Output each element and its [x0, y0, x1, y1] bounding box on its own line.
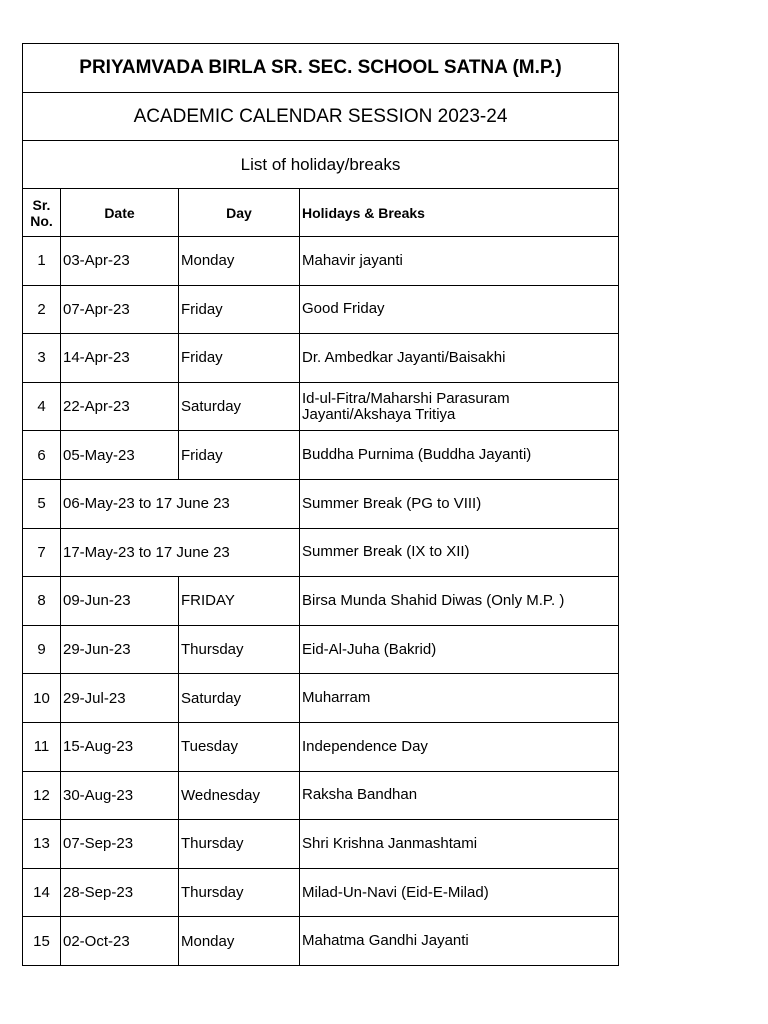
row-date: 02-Oct-23	[61, 917, 179, 966]
column-header-date: Date	[61, 189, 179, 237]
table-row	[23, 479, 619, 528]
session-row	[23, 93, 619, 141]
table-row	[23, 237, 619, 286]
holiday-table	[22, 43, 619, 966]
table-row	[23, 285, 619, 334]
column-header-holiday: Holidays & Breaks	[300, 189, 619, 237]
row-holiday: Eid-Al-Juha (Bakrid)	[300, 625, 619, 674]
column-header-sr: Sr. No.	[23, 189, 61, 237]
row-sr-no: 12	[23, 771, 61, 820]
row-sr-no: 11	[23, 722, 61, 771]
row-holiday: Buddha Purnima (Buddha Jayanti)	[300, 431, 619, 480]
table-row	[23, 431, 619, 480]
table-row	[23, 674, 619, 723]
row-sr-no: 9	[23, 625, 61, 674]
row-day: Friday	[179, 431, 300, 480]
row-sr-no: 13	[23, 820, 61, 869]
row-date: 06-May-23 to 17 June 23	[61, 479, 300, 528]
row-day: Wednesday	[179, 771, 300, 820]
row-sr-no: 7	[23, 528, 61, 577]
row-sr-no: 4	[23, 382, 61, 431]
row-sr-no: 3	[23, 334, 61, 383]
title-row	[23, 44, 619, 93]
row-date: 28-Sep-23	[61, 868, 179, 917]
school-title: PRIYAMVADA BIRLA SR. SEC. SCHOOL SATNA (M.P.)	[23, 44, 619, 93]
row-holiday: Good Friday	[300, 285, 619, 334]
row-sr-no: 10	[23, 674, 61, 723]
table-row	[23, 382, 619, 431]
table-row	[23, 820, 619, 869]
row-date: 30-Aug-23	[61, 771, 179, 820]
row-sr-no: 15	[23, 917, 61, 966]
row-date: 03-Apr-23	[61, 237, 179, 286]
row-date: 14-Apr-23	[61, 334, 179, 383]
row-holiday: Summer Break (IX to XII)	[300, 528, 619, 577]
table-body	[23, 237, 619, 966]
table-row	[23, 868, 619, 917]
table-row	[23, 577, 619, 626]
table-row	[23, 334, 619, 383]
row-day: Friday	[179, 334, 300, 383]
row-holiday: Milad-Un-Navi (Eid-E-Milad)	[300, 868, 619, 917]
row-day: Monday	[179, 237, 300, 286]
row-day: Tuesday	[179, 722, 300, 771]
row-sr-no: 6	[23, 431, 61, 480]
row-sr-no: 2	[23, 285, 61, 334]
table-row	[23, 771, 619, 820]
row-holiday: Id-ul-Fitra/Maharshi Parasuram Jayanti/Akshaya Tritiya	[300, 382, 619, 431]
row-holiday: Muharram	[300, 674, 619, 723]
table-row	[23, 625, 619, 674]
row-holiday: Summer Break (PG to VIII)	[300, 479, 619, 528]
row-sr-no: 14	[23, 868, 61, 917]
row-day: Saturday	[179, 674, 300, 723]
row-date: 17-May-23 to 17 June 23	[61, 528, 300, 577]
row-sr-no: 5	[23, 479, 61, 528]
row-date: 05-May-23	[61, 431, 179, 480]
row-day: Thursday	[179, 868, 300, 917]
row-day: Thursday	[179, 625, 300, 674]
row-date: 22-Apr-23	[61, 382, 179, 431]
row-day: Monday	[179, 917, 300, 966]
row-day: Friday	[179, 285, 300, 334]
row-sr-no: 8	[23, 577, 61, 626]
row-date: 15-Aug-23	[61, 722, 179, 771]
row-date: 29-Jul-23	[61, 674, 179, 723]
row-date: 29-Jun-23	[61, 625, 179, 674]
table-row	[23, 722, 619, 771]
session-title: ACADEMIC CALENDAR SESSION 2023-24	[23, 93, 619, 141]
row-day: Thursday	[179, 820, 300, 869]
subtitle: List of holiday/breaks	[23, 141, 619, 189]
row-holiday: Independence Day	[300, 722, 619, 771]
subtitle-row	[23, 141, 619, 189]
column-header-day: Day	[179, 189, 300, 237]
row-holiday: Mahavir jayanti	[300, 237, 619, 286]
table-row	[23, 917, 619, 966]
row-holiday: Shri Krishna Janmashtami	[300, 820, 619, 869]
row-date: 07-Apr-23	[61, 285, 179, 334]
row-date: 09-Jun-23	[61, 577, 179, 626]
row-holiday: Dr. Ambedkar Jayanti/Baisakhi	[300, 334, 619, 383]
row-sr-no: 1	[23, 237, 61, 286]
row-holiday: Raksha Bandhan	[300, 771, 619, 820]
row-date: 07-Sep-23	[61, 820, 179, 869]
row-holiday: Mahatma Gandhi Jayanti	[300, 917, 619, 966]
column-header-row	[23, 189, 619, 237]
row-day: Saturday	[179, 382, 300, 431]
row-day: FRIDAY	[179, 577, 300, 626]
table-row	[23, 528, 619, 577]
row-holiday: Birsa Munda Shahid Diwas (Only M.P. )	[300, 577, 619, 626]
